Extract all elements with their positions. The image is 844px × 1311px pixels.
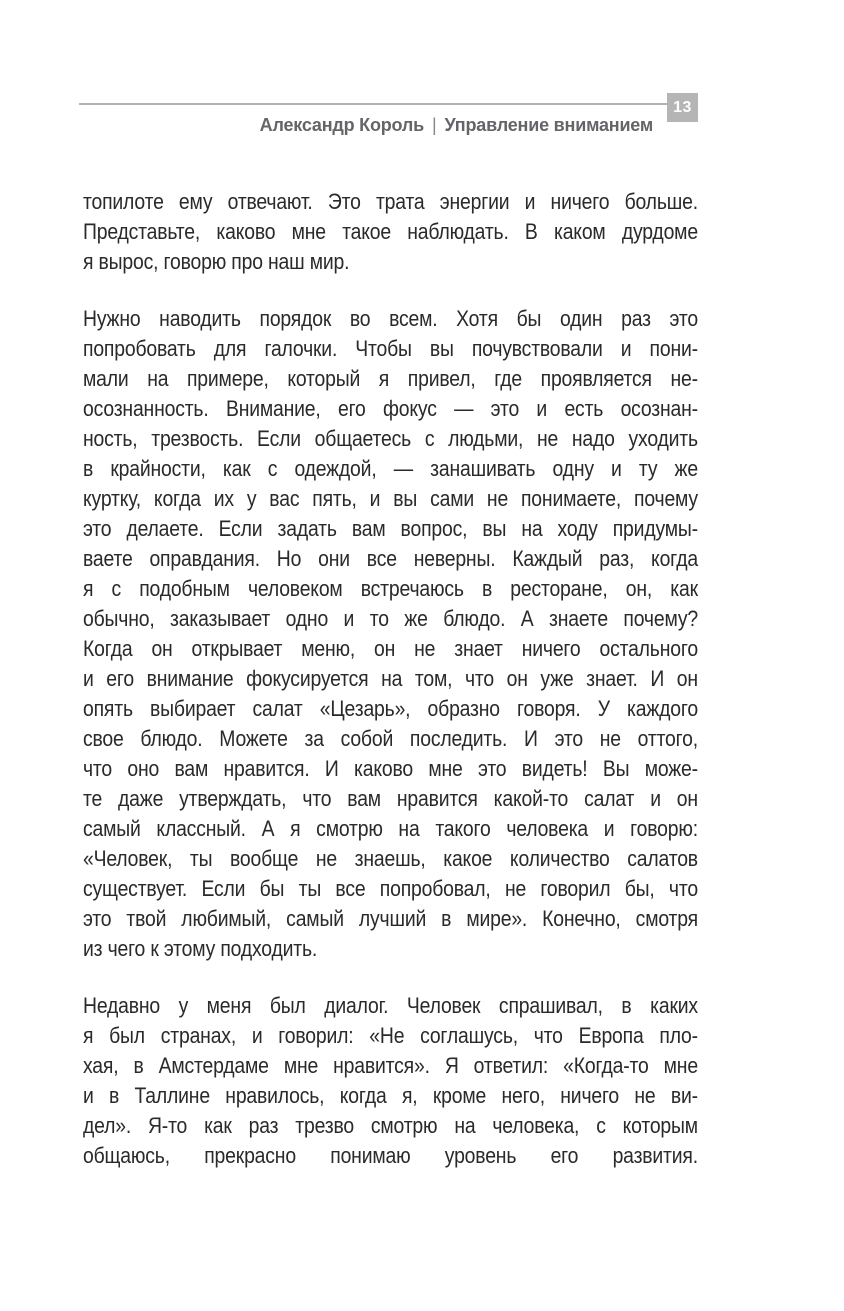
text-line: общаюсь, прекрасно понимаю уровень его развития. — [83, 1143, 698, 1168]
text-line: топилоте ему отвечают. Это трата энергии и ничего больше. — [83, 189, 698, 214]
text-line: свое блюдо. Можете за собой последить. И это не оттого, — [83, 726, 698, 751]
paragraphs-container — [83, 187, 698, 1171]
text-line: попробовать для галочки. Чтобы вы почувствовали и пони- — [83, 336, 698, 361]
text-line: и в Таллине нравилось, когда я, кроме него, ничего не ви- — [83, 1083, 698, 1108]
text-line: я вырос, говорю про наш мир. — [83, 249, 350, 274]
text-line: я был странах, и говорил: «Не соглашусь, что Европа пло- — [83, 1023, 698, 1048]
text-line: из чего к этому подходить. — [83, 936, 318, 961]
text-line: Когда он открывает меню, он не знает ничего остального — [83, 636, 698, 661]
page-number-badge: 13 — [667, 93, 698, 122]
text-line: осознанность. Внимание, его фокус — это и есть осознан- — [83, 396, 698, 421]
text-line: ность, трезвость. Если общаетесь с людьми, не надо уходить — [83, 426, 698, 451]
text-line: в крайности, как с одеждой, — занашивать одну и ту же — [83, 456, 698, 481]
text-line: «Человек, ты вообще не знаешь, какое количество салатов — [83, 846, 698, 871]
book-title: Управление вниманием — [444, 115, 653, 135]
paragraph — [83, 187, 698, 277]
header-rule — [79, 103, 667, 105]
text-line: те даже утверждать, что вам нравится какой-то салат и он — [83, 786, 698, 811]
text-line: самый классный. А я смотрю на такого человека и говорю: — [83, 816, 698, 841]
text-line: что оно вам нравится. И каково мне это видеть! Вы може- — [83, 756, 698, 781]
text-line: обычно, заказывает одно и то же блюдо. А знаете почему? — [83, 606, 698, 631]
text-line: ваете оправдания. Но они все неверны. Каждый раз, когда — [83, 546, 698, 571]
text-line: дел». Я-то как раз трезво смотрю на человека, с которым — [83, 1113, 698, 1138]
text-line: мали на примере, который я привел, где проявляется не- — [83, 366, 698, 391]
text-line: и его внимание фокусируется на том, что он уже знает. И он — [83, 666, 698, 691]
text-line: это твой любимый, самый лучший в мире». Конечно, смотря — [83, 906, 698, 931]
author-name: Александр Король — [259, 115, 425, 135]
paragraph — [83, 304, 698, 964]
text-line: Представьте, каково мне такое наблюдать. В каком дурдоме — [83, 219, 698, 244]
running-head — [260, 115, 653, 136]
text-line: Недавно у меня был диалог. Человек спрашивал, в каких — [83, 993, 698, 1018]
header-divider: | — [432, 115, 437, 135]
body-text — [83, 187, 698, 1198]
text-line: куртку, когда их у вас пять, и вы сами не понимаете, почему — [83, 486, 698, 511]
text-line: существует. Если бы ты все попробовал, не говорил бы, что — [83, 876, 698, 901]
paragraph — [83, 991, 698, 1171]
text-line: я с подобным человеком встречаюсь в ресторане, он, как — [83, 576, 698, 601]
text-line: это делаете. Если задать вам вопрос, вы на ходу придумы- — [83, 516, 698, 541]
text-line: Нужно наводить порядок во всем. Хотя бы один раз это — [83, 306, 698, 331]
text-line: опять выбирает салат «Цезарь», образно говоря. У каждого — [83, 696, 698, 721]
text-line: хая, в Амстердаме мне нравится». Я ответил: «Когда-то мне — [83, 1053, 698, 1078]
